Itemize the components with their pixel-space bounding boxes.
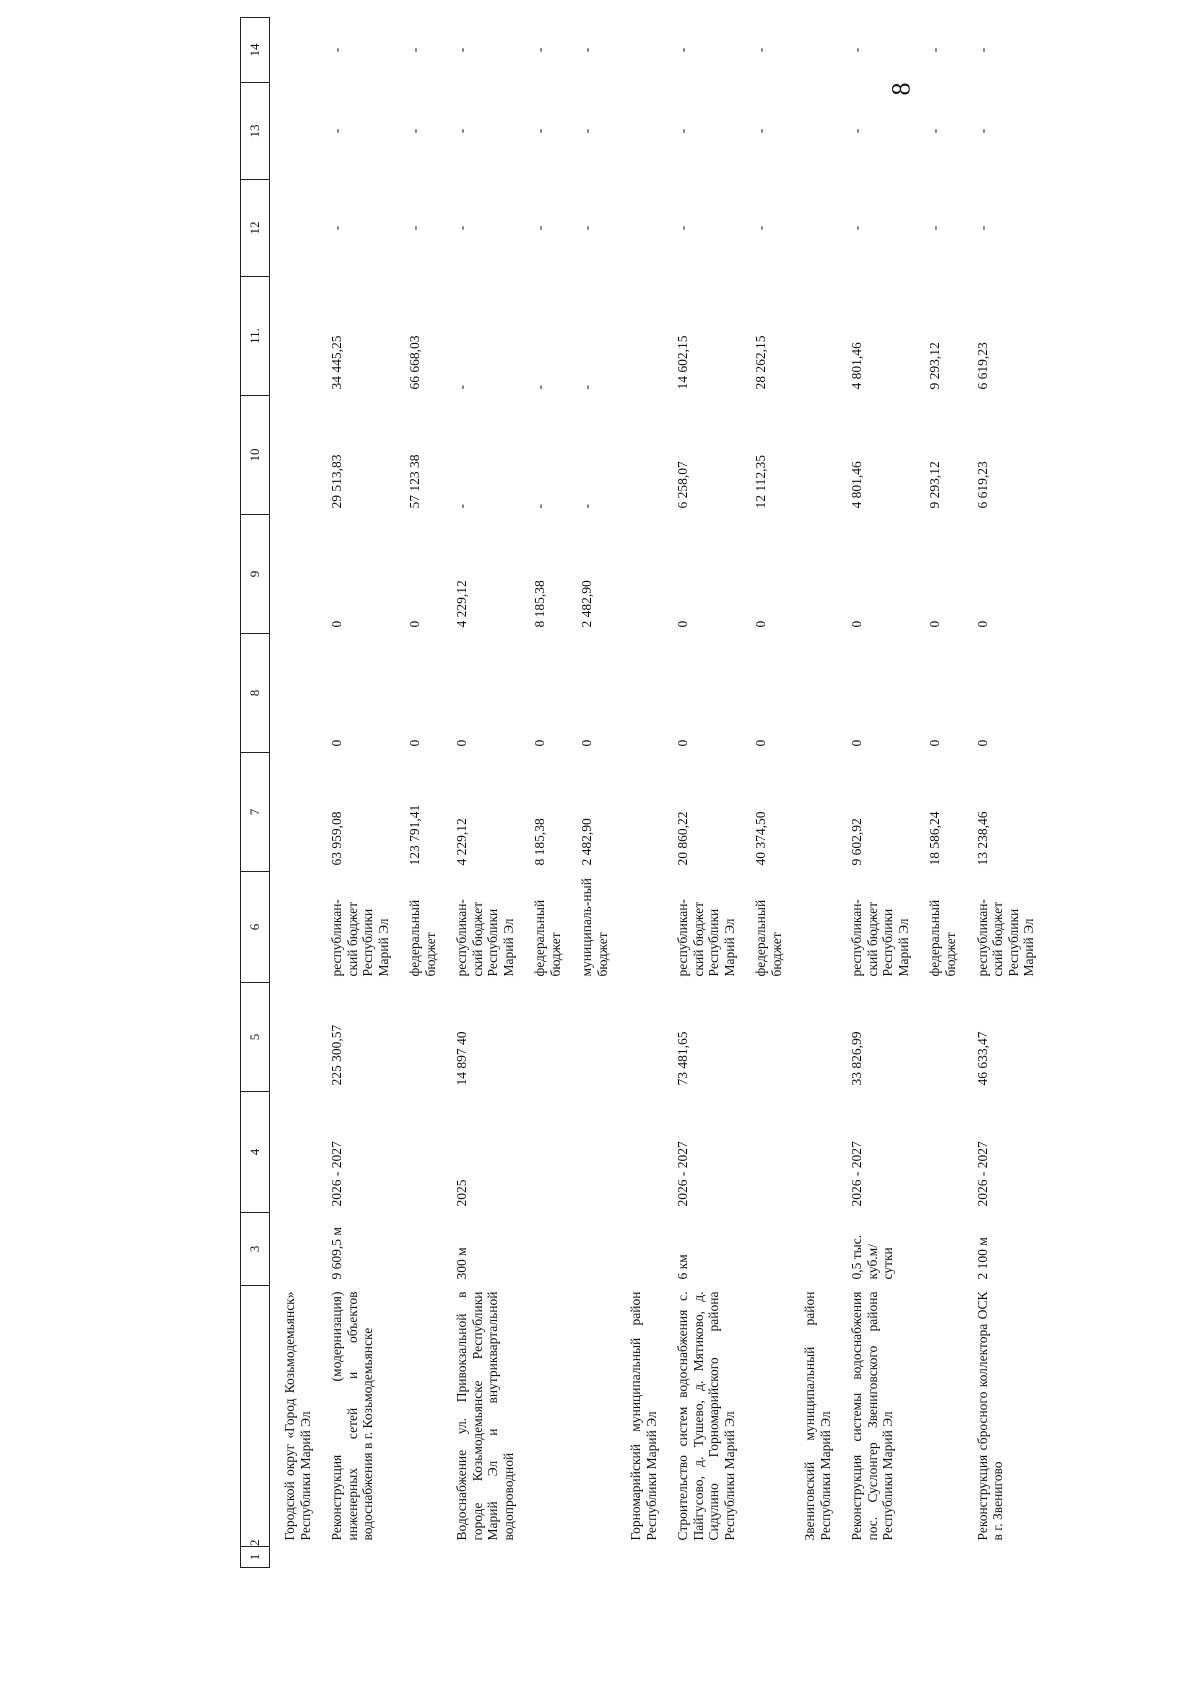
table-cell-c4	[616, 1092, 665, 1213]
table-cell-c6: федеральный бюджет	[532, 899, 563, 977]
table-cell-c11: -	[579, 385, 595, 390]
table-cell-c14: -	[974, 47, 990, 53]
table-cell-c13	[790, 83, 839, 180]
table-cell-c11: -	[454, 385, 470, 390]
table-cell-c4	[397, 1092, 444, 1213]
table-cell-c7: 8 185,38	[532, 818, 548, 866]
table-cell-c8: 0	[974, 739, 990, 747]
table-cell-c11: 4 801,46	[849, 342, 865, 390]
table-cell-c10	[270, 396, 320, 515]
table-cell-c1	[743, 1547, 790, 1568]
table-cell-c10: 4 801,46	[849, 461, 865, 509]
table-cell-c9	[270, 515, 320, 634]
table-cell-c6: федеральный бюджет	[753, 899, 784, 977]
table-cell-c7	[616, 753, 665, 872]
table-cell-c4: 2025	[454, 1179, 470, 1207]
table-cell-c13: -	[329, 128, 345, 134]
table-cell-c7	[270, 753, 320, 872]
table-header	[241, 18, 270, 1568]
table-cell-c5: 14 897 40	[454, 1031, 470, 1086]
table-cell-c2: Водоснабжение ул. Привокзальной в городе Козьмодемьянске Республики Марий Эл и внутриквартальной водопроводной	[454, 1291, 516, 1541]
table-cell-c8	[790, 634, 839, 753]
header-cell: 10	[241, 396, 270, 515]
table-cell-c10: 12 112,35	[753, 455, 769, 509]
table-cell-c12: -	[753, 225, 769, 231]
table-cell-c4	[917, 1092, 964, 1213]
table-row	[965, 18, 1043, 1568]
table-cell-c11: 66 668,03	[407, 335, 423, 390]
table-cell-c6: федеральный бюджет	[407, 899, 438, 977]
table-cell-c5	[790, 983, 839, 1092]
table-cell-c10: 29 513,83	[329, 454, 345, 509]
table-cell-c14: -	[329, 47, 345, 53]
table-cell-c4: 2026 - 2027	[329, 1141, 345, 1207]
table-cell-c3	[917, 1213, 964, 1286]
header-cell: 14	[241, 18, 270, 83]
table-row	[270, 18, 320, 1568]
table-row	[569, 18, 616, 1568]
table-cell-c10	[616, 396, 665, 515]
table-cell-c4: 2026 - 2027	[849, 1141, 865, 1207]
table-row	[444, 18, 522, 1568]
table-cell-c7: 40 374,50	[753, 811, 769, 866]
table-cell-c1	[397, 1547, 444, 1568]
table-cell-c7: 63 959,08	[329, 811, 345, 866]
table-cell-c1	[917, 1547, 964, 1568]
header-cell: 7	[241, 753, 270, 872]
table-cell-c13: -	[753, 128, 769, 134]
table-cell-c8: 0	[753, 739, 769, 747]
table-cell-c5	[397, 983, 444, 1092]
table-cell-c6: республикан-ский бюджет Республики Марий Эл	[974, 899, 1037, 977]
table-cell-c13	[270, 83, 320, 180]
table-cell-c3	[743, 1213, 790, 1286]
table-cell-c13: -	[675, 128, 691, 134]
table-cell-c10: 57 123 38	[407, 454, 423, 509]
table-cell-c3	[522, 1213, 569, 1286]
table-cell-c9: 0	[849, 620, 865, 628]
table-cell-c11: 6 619,23	[974, 342, 990, 390]
table-cell-c11	[790, 277, 839, 396]
table-cell-c5: 33 826,99	[849, 1031, 865, 1086]
table-cell-c11: 28 262,15	[753, 335, 769, 390]
table-cell-c4: 2026 - 2027	[974, 1141, 990, 1207]
table-cell-c14	[790, 18, 839, 83]
table-cell-c10: -	[579, 504, 595, 509]
header-cell: 4	[241, 1092, 270, 1213]
table-cell-c6: республикан-ский бюджет Республики Марий Эл	[675, 899, 737, 977]
table-cell-c3	[270, 1213, 320, 1286]
table-cell-c5: 225 300,57	[329, 1024, 345, 1086]
table-cell-c9: 0	[927, 620, 943, 628]
table-row	[790, 18, 839, 1568]
table-cell-c8: 0	[579, 739, 595, 747]
table-cell-c10	[790, 396, 839, 515]
table-cell-c2	[397, 1286, 444, 1547]
table-cell-c1	[522, 1547, 569, 1568]
table-cell-c1	[965, 1547, 1043, 1568]
table-cell-c12: -	[532, 225, 548, 231]
table-cell-c6	[616, 872, 665, 983]
header-cell: 11.	[241, 277, 270, 396]
table-row	[839, 18, 917, 1568]
table-cell-c13: -	[927, 128, 943, 134]
table-cell-c2: Горномарийский муниципальный район Республики Марий Эл	[628, 1291, 659, 1541]
table-cell-c10: -	[454, 504, 470, 509]
table-cell-c1	[616, 1547, 665, 1568]
table-cell-c2: Реконструкция сбросного коллектора ОСК в г. Звенигово	[974, 1291, 1006, 1541]
table-cell-c10: 6 619,23	[974, 461, 990, 509]
table-cell-c8: 0	[329, 739, 345, 747]
table-cell-c1	[270, 1547, 320, 1568]
table-cell-c3: 6 км	[675, 1254, 691, 1280]
table-cell-c1	[839, 1547, 917, 1568]
table-row	[917, 18, 964, 1568]
table-row	[522, 18, 569, 1568]
table-cell-c6: федеральный бюджет	[927, 899, 958, 977]
table-cell-c14: -	[407, 47, 423, 53]
table-cell-c13: -	[579, 128, 595, 134]
table-cell-c13: -	[407, 128, 423, 134]
table-cell-c2: Городской округ «Город Козьмодемьянск» Республики Марий Эл	[282, 1291, 313, 1541]
table-cell-c13	[616, 83, 665, 180]
table-cell-c11	[616, 277, 665, 396]
table-cell-c7	[790, 753, 839, 872]
table-cell-c8: 0	[454, 739, 470, 747]
table-cell-c14: -	[579, 47, 595, 53]
table-row	[743, 18, 790, 1568]
table-cell-c2	[743, 1286, 790, 1547]
table-cell-c4	[522, 1092, 569, 1213]
table-cell-c12: -	[579, 225, 595, 231]
table-cell-c5	[616, 983, 665, 1092]
header-cell: 6	[241, 872, 270, 983]
table-cell-c4	[790, 1092, 839, 1213]
table-cell-c2	[522, 1286, 569, 1547]
table-cell-c9: 0	[974, 620, 990, 628]
table-cell-c3	[790, 1213, 839, 1286]
table-row	[616, 18, 665, 1568]
table-cell-c1	[569, 1547, 616, 1568]
table-cell-c4: 2026 - 2027	[675, 1141, 691, 1207]
table-cell-c2: Строительство систем водоснабжения с. Пайгусово, д. Тушево, д. Мятиково, д. Сидулино Горномарийского района Республики Марий Эл	[675, 1291, 737, 1541]
table-cell-c2: Реконструкция (модернизация) инженерных сетей и объектов водоснабжения в г. Козьмодемьянске	[329, 1291, 376, 1541]
table-cell-c5	[522, 983, 569, 1092]
header-cell: 13	[241, 83, 270, 180]
table-body	[270, 18, 1043, 1568]
header-cell: 8	[241, 634, 270, 753]
table-cell-c7: 2 482,90	[579, 818, 595, 866]
table-cell-c9: 4 229,12	[454, 580, 470, 628]
table-cell-c14: -	[454, 47, 470, 53]
table-cell-c8: 0	[407, 739, 423, 747]
table-cell-c9	[616, 515, 665, 634]
table-cell-c2: Звениговский муниципальный район Республики Марий Эл	[802, 1291, 833, 1541]
header-cell: 2	[241, 1286, 270, 1547]
table-cell-c14: -	[753, 47, 769, 53]
table-cell-c5: 73 481,65	[675, 1031, 691, 1086]
table-cell-c9: 0	[675, 620, 691, 628]
table-cell-c12: -	[329, 225, 345, 231]
table-cell-c14: -	[927, 47, 943, 53]
table-cell-c8: 0	[532, 739, 548, 747]
table-cell-c1	[444, 1547, 522, 1568]
table-cell-c9: 0	[753, 620, 769, 628]
table-cell-c6	[270, 872, 320, 983]
table-cell-c9: 0	[329, 620, 345, 628]
table-cell-c3: 9 609,5 м	[329, 1227, 345, 1280]
rotated-table-sheet	[240, 43, 1037, 1568]
table-cell-c14: -	[675, 47, 691, 53]
header-cell: 12	[241, 180, 270, 277]
table-cell-c14	[270, 18, 320, 83]
table-cell-c6: муниципаль-ный бюджет	[579, 878, 610, 977]
table-cell-c7: 18 586,24	[927, 811, 943, 866]
table-cell-c8	[616, 634, 665, 753]
table-cell-c6	[790, 872, 839, 983]
table-cell-c5	[270, 983, 320, 1092]
table-cell-c7: 20 860,22	[675, 811, 691, 866]
table-cell-c10: -	[532, 504, 548, 509]
table-row	[319, 18, 397, 1568]
table-cell-c2	[917, 1286, 964, 1547]
table-cell-c12: -	[849, 225, 865, 231]
table-cell-c11: 14 602,15	[675, 335, 691, 390]
table-cell-c3: 0,5 тыс. куб.м/сутки	[849, 1234, 896, 1280]
table-cell-c5	[917, 983, 964, 1092]
table-cell-c11: 34 445,25	[329, 335, 345, 390]
header-cell: 1	[241, 1547, 270, 1568]
table-cell-c9: 0	[407, 620, 423, 628]
table-cell-c14: -	[532, 47, 548, 53]
table-cell-c12: -	[927, 225, 943, 231]
table-cell-c7: 9 602,92	[849, 818, 865, 866]
table-cell-c10: 9 293,12	[927, 461, 943, 509]
table-cell-c12: -	[675, 225, 691, 231]
header-row	[241, 18, 270, 1568]
table-row	[397, 18, 444, 1568]
header-cell: 5	[241, 983, 270, 1092]
table-cell-c1	[319, 1547, 397, 1568]
table-cell-c8: 0	[849, 739, 865, 747]
table-cell-c12: -	[454, 225, 470, 231]
table-cell-c13: -	[532, 128, 548, 134]
table-cell-c9: 8 185,38	[532, 580, 548, 628]
table-cell-c7: 4 229,12	[454, 818, 470, 866]
table-cell-c8: 0	[675, 739, 691, 747]
table-cell-c5	[743, 983, 790, 1092]
table-cell-c14	[616, 18, 665, 83]
table-cell-c3	[616, 1213, 665, 1286]
table-cell-c4	[569, 1092, 616, 1213]
header-cell: 3	[241, 1213, 270, 1286]
header-cell: 9	[241, 515, 270, 634]
table-cell-c5: 46 633,47	[974, 1031, 990, 1086]
table-cell-c4	[270, 1092, 320, 1213]
table-cell-c14: -	[849, 47, 865, 53]
table-cell-c4	[743, 1092, 790, 1213]
table-cell-c12	[790, 180, 839, 277]
table-cell-c12	[616, 180, 665, 277]
table-cell-c5	[569, 983, 616, 1092]
table-cell-c13: -	[849, 128, 865, 134]
page-number: 8	[886, 82, 916, 96]
table-cell-c11: 9 293,12	[927, 342, 943, 390]
table-cell-c12: -	[974, 225, 990, 231]
table-cell-c1	[665, 1547, 743, 1568]
table-cell-c11	[270, 277, 320, 396]
table-cell-c12	[270, 180, 320, 277]
table-row	[665, 18, 743, 1568]
table-cell-c8	[270, 634, 320, 753]
table-cell-c6: республикан-ский бюджет Республики Марий Эл	[849, 899, 911, 977]
table-cell-c9: 2 482,90	[579, 580, 595, 628]
table-cell-c8: 0	[927, 739, 943, 747]
table-cell-c9	[790, 515, 839, 634]
table-cell-c7: 13 238,46	[974, 811, 990, 866]
table-cell-c11: -	[532, 385, 548, 390]
budget-table	[240, 17, 1043, 1568]
table-cell-c3	[569, 1213, 616, 1286]
table-cell-c3: 300 м	[454, 1247, 470, 1280]
table-cell-c6: республикан-ский бюджет Республики Марий Эл	[329, 899, 391, 977]
table-cell-c2: Реконструкция системы водоснабжения пос. Суслонгер Звениговского района Республики Марий Эл	[849, 1291, 896, 1541]
table-cell-c2	[569, 1286, 616, 1547]
table-cell-c1	[790, 1547, 839, 1568]
table-cell-c12: -	[407, 225, 423, 231]
table-cell-c13: -	[974, 128, 990, 134]
table-cell-c6: республикан-ский бюджет Республики Марий Эл	[454, 899, 516, 977]
table-cell-c7: 123 791,41	[407, 804, 423, 866]
table-cell-c3	[397, 1213, 444, 1286]
table-cell-c10: 6 258,07	[675, 461, 691, 509]
table-cell-c13: -	[454, 128, 470, 134]
table-cell-c3: 2 100 м	[974, 1237, 990, 1280]
